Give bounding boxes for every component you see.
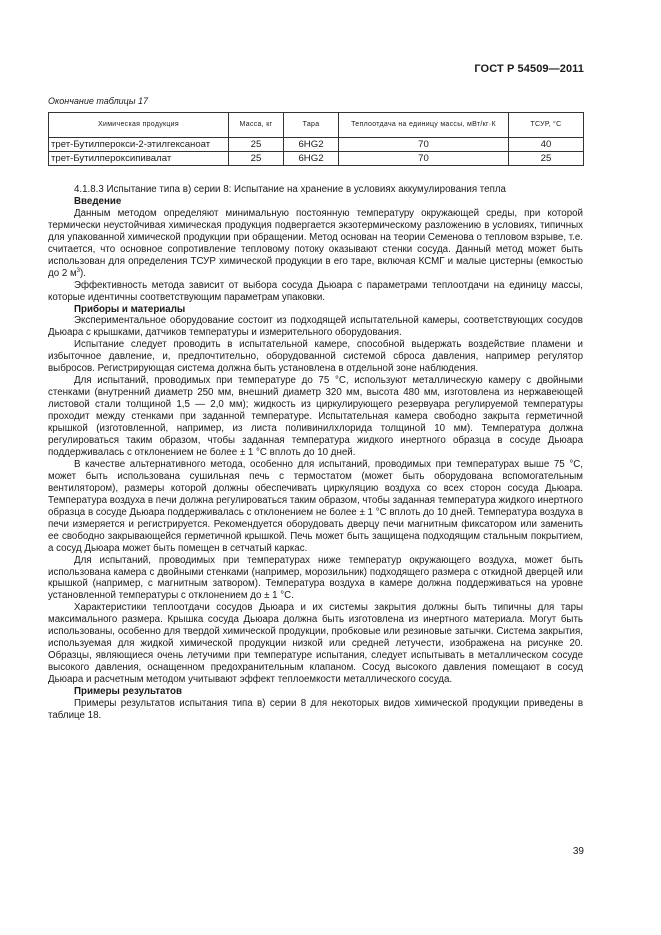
subheading-equipment: Приборы и материалы — [74, 303, 186, 315]
table-cell: 6HG2 — [284, 152, 339, 166]
table-cell: 25 — [229, 138, 284, 152]
paragraph: В качестве альтернативного метода, особенно для испытаний, проводимых при температурах выше 75 °С, может быть использована сушильная печь с термостатом (может быть оборудована вспомогательным вентилятором), размеры которой должны обеспечивать циркуляцию воздуха со всех сторон сосуда Дьюара. Температура воздуха в печи должна регулироваться таким образом, чтобы заданная температура жидкого инертного образца в сосуде Дьюара поддерживалась с отклонением не более ± 1 °С вплоть до 10 дней. Температура воздуха в печи измеряется и регистрируется. Рекомендуется оборудовать дверцу печи магнитным фиксатором или заменить ее свободно закрывающейся герметичной крышкой. Печь может быть защищена подходящим стальным покрытием, а сосуд Дьюара может быть помещен в сетчатый каркас. — [48, 458, 583, 554]
table-header-row — [49, 113, 584, 138]
paragraph-text: ). — [80, 267, 86, 279]
paragraph: Экспериментальное оборудование состоит из подходящей испытательной камеры, соответствующих сосудов Дьюара с крышками, датчиков температуры и измерительного оборудования. — [48, 315, 583, 339]
table-cell: 25 — [509, 152, 584, 166]
paragraph — [48, 208, 583, 280]
paragraph: Для испытаний, проводимых при температурах ниже температур окружающего воздуха, может быть использована камера с двойными стенками (например, морозильник) подходящего размера с откидной дверцей или крышкой (например, с магнитным затвором). Температура воздуха в камере должна поддерживаться на уровне установленной температуры с отклонением до ± 1 °С. — [48, 554, 583, 602]
table-cell: 40 — [509, 138, 584, 152]
paragraph-text: Данным методом определяют минимальную постоянную температуру окружающей среды, при которой термически неустойчивая химическая продукция подвергается экзотермическому разложению в условиях, типичных для упакованной химической продукции при обращении. Метод основан на теории Семенова о тепловом взрыве, т.е. считается, что основное сопротивление тепловому потоку оказывают стенки сосуда. Данный метод может быть использован для определения ТСУР химической продукции в его таре, включая КСМГ и малые цистерны (емкостью до 2 м — [48, 207, 583, 279]
column-header: Теплоотдача на единицу массы, мВт/кг·К — [339, 113, 509, 138]
standard-id: ГОСТ Р 54509—2011 — [474, 63, 584, 75]
table-cell: 25 — [229, 152, 284, 166]
table-row — [49, 138, 584, 152]
data-table — [48, 112, 584, 166]
column-header: ТСУР, °С — [509, 113, 584, 138]
table-cell: трет-Бутилперокси-2-этилгексаноат — [49, 138, 229, 152]
paragraph: Характеристики теплоотдачи сосудов Дьюара и их системы закрытия должны быть типичны для тары максимального размера. Крышка сосуда Дьюара должна быть изготовлена из инертного материала. Могут быть использованы, особенно для твердой химической продукции, пробковые или резиновые затычки. Система закрытия, используемая для жидкой химической продукции низкой или средней летучести, изображена на рисунке 20. Образцы, являющиеся очень летучими при температуре испытания, следует испытывать в металлическом сосуде высокого давления, оснащенном предохранительным клапаном. Сосуд высокого давления помещают в сосуд Дьюара и расчетным методом учитывают эффект теплоемкости металлического сосуда. — [48, 602, 583, 686]
body-text — [48, 184, 583, 722]
paragraph: Примеры результатов испытания типа в) серии 8 для некоторых видов химической продукции приведены в таблице 18. — [48, 697, 583, 721]
superscript: 3 — [76, 267, 80, 274]
table-cell: 6HG2 — [284, 138, 339, 152]
column-header: Тара — [284, 113, 339, 138]
table-cell: трет-Бутилпероксипивалат — [49, 152, 229, 166]
subheading-introduction: Введение — [74, 195, 122, 207]
paragraph: Испытание следует проводить в испытательной камере, способной выдержать воздействие пламени и избыточное давление, и, предпочтительно, оборудованной системой сброса давления, например регулятор выбросов. Регистрирующая система должна быть установлена в отдельной зоне наблюдения. — [48, 339, 583, 375]
table-cell: 70 — [339, 152, 509, 166]
subheading-results: Примеры результатов — [74, 686, 182, 698]
table-cell: 70 — [339, 138, 509, 152]
page-number: 39 — [572, 846, 584, 857]
paragraph: Для испытаний, проводимых при температуре до 75 °С, используют металлическую камеру с двойными стенками (внутренний диаметр 250 мм, внешний диаметр 320 мм, высота 480 мм, изготовлена из нержавеющей листовой стали толщиной 1,5 — 2,0 мм); жидкость из циркулирующего резервуара регулируемой температуры проходит между стенками при заданной температуре. Испытательная камера свободно закрыта герметичной крышкой (изготовленной, например, из листа поливинилхлорида толщиной 10 мм). Температура должна регулироваться таким образом, чтобы заданная температура жидкого инертного образца в сосуде Дьюара поддерживалась с отклонением не более ± 1 °С вплоть до 10 дней. — [48, 375, 583, 458]
section-heading-paragraph: 4.1.8.3 Испытание типа в) серии 8: Испытание на хранение в условиях аккумулирования тепла — [74, 184, 506, 195]
table-row — [49, 152, 584, 166]
paragraph: Эффективность метода зависит от выбора сосуда Дьюара с параметрами теплоотдачи на единицу массы, которые идентичны соответствующим параметрам упаковки. — [48, 279, 583, 303]
table-caption: Окончание таблицы 17 — [48, 96, 148, 106]
column-header: Химическая продукция — [49, 113, 229, 138]
column-header: Масса, кг — [229, 113, 284, 138]
